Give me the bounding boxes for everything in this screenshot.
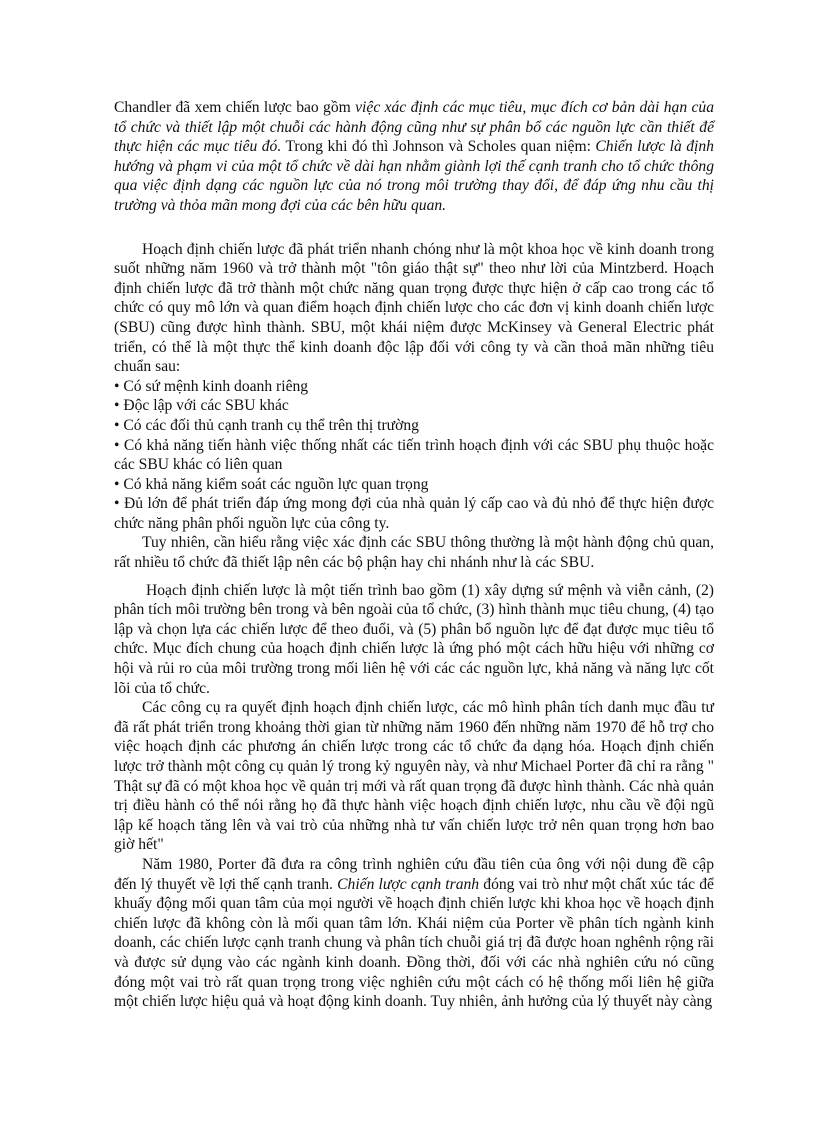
text-chandler-intro: Chandler đã xem chiến lược bao gồm: [114, 99, 356, 116]
text-johnson-intro: Trong khi đó thì Johnson và Scholes quan niệm:: [281, 138, 596, 156]
paragraph-decision-tools: Các công cụ ra quyết định hoạch định chiến lược, các mô hình phân tích danh mục đầu tư đã rất phát triển trong khoảng thời gian từ những năm 1960 đến những năm 1970 để hỗ trợ cho việc hoạch định các phương án chiến lược trong các tổ chức đa dạng hóa. Hoạch định chiến lược trở thành một công cụ quản lý trong kỷ nguyên này, và như Michael Porter đã chỉ ra rằng " Thật sự đã có một khoa học về quản trị mới và rất quan trọng đã được hình thành. Các nhà quản trị điều hành có thể nói rằng họ đã thực hành việc hoạch định chiến lược, nhu cầu về đội ngũ lập kế hoạch tăng lên và vai trò của những nhà tư vấn chiến lược trở nên quan trọng hơn bao giờ hết": [114, 699, 714, 854]
text-johnson-definition: Chiến lược là định hướng và phạm vi của một tổ chức về dài hạn nhằm giành lợi thế cạnh tranh cho tổ chức thông qua việc định dạng các nguồn lực của nó trong môi trường thay đổi, để đáp ứng nhu cầu thị trường và thỏa mãn mong đợi của các bên hữu quan.: [114, 138, 714, 214]
list-item: • Đủ lớn để phát triển đáp ứng mong đợi của nhà quản lý cấp cao và đủ nhỏ để thực hiện được chức năng phân phối nguồn lực của công ty.: [114, 494, 714, 533]
text-porter-body: đóng vai trò như một chất xúc tác để khuấy động mối quan tâm của mọi người về hoạch định chiến lược khi khoa học về hoạch định chiến lược đã không còn là mối quan tâm lớn. Khái niệm của Porter về phân tích ngành kinh doanh, các chiến lược cạnh tranh chung và phân tích chuỗi giá trị đã được hoan nghênh rộng rãi và được sử dụng vào các ngành kinh doanh. Đồng thời, đối với các nhà nghiên cứu nó cũng đóng một vai trò rất quan trọng trong việc nghiên cứu một cách có hệ thống mối liên hệ giữa một chiến lược hiệu quả và hoạt động kinh doanh. Tuy nhiên, ảnh hưởng của lý thuyết này càng: [114, 875, 714, 1011]
text-competitive-strategy-title: Chiến lược cạnh tranh: [337, 875, 480, 893]
paragraph-definitions: [114, 98, 714, 216]
paragraph-sbu-note: Tuy nhiên, cần hiểu rằng việc xác định các SBU thông thường là một hành động chủ quan, rất nhiều tổ chức đã thiết lập nên các bộ phận hay chi nhánh như là các SBU.: [114, 534, 714, 572]
paragraph-planning-process: Hoạch định chiến lược là một tiến trình bao gồm (1) xây dựng sứ mệnh và viễn cảnh, (2) phân tích môi trường bên trong và bên ngoài của tổ chức, (3) hình thành mục tiêu chung, (4) tạo lập và chọn lựa các chiến lược để theo đuổi, và (5) phân bổ nguồn lực để đạt được mục tiêu tổ chức. Mục đích chung của hoạch định chiến lược là ứng phó một cách hữu hiệu với những cơ hội và rủi ro của môi trường trong mối liên hệ với các các nguồn lực, khả năng và năng lực cốt lõi của tổ chức.: [114, 581, 714, 697]
paragraph-porter: [114, 855, 714, 1012]
list-item: • Có khả năng tiến hành việc thống nhất các tiến trình hoạch định với các SBU phụ thuộc hoặc các SBU khác có liên quan: [114, 436, 714, 475]
list-item: • Có sứ mệnh kinh doanh riêng: [114, 377, 714, 397]
list-item: • Có khả năng kiểm soát các nguồn lực quan trọng: [114, 475, 714, 495]
list-item: • Có các đối thủ cạnh tranh cụ thể trên thị trường: [114, 416, 714, 436]
text-porter-intro: Năm 1980, Porter đã đưa ra công trình nghiên cứu đầu tiên của ông với nội dung đề cập đến lý thuyết về lợi thế cạnh tranh.: [114, 855, 714, 893]
paragraph-strategic-planning-history: Hoạch định chiến lược đã phát triển nhanh chóng như là một khoa học về kinh doanh trong suốt những năm 1960 và trở thành một "tôn giáo thật sự" theo như lời của Mintzberd. Hoạch định chiến lược đã trở thành một chức năng quan trọng được thực hiện ở cấp cao trong các tổ chức có quy mô lớn và quan điểm hoạch định chiến lược cho các đơn vị kinh doanh chiến lược (SBU) cũng được hình thành. SBU, một khái niệm được McKinsey và General Electric phát triển, có thể là một thực thể kinh doanh độc lập đối với công ty và cần thoả mãn những tiêu chuẩn sau:: [114, 240, 714, 376]
text-chandler-definition: việc xác định các mục tiêu, mục đích cơ bản dài hạn của tổ chức và thiết lập một chuỗi các hành động cũng như sự phân bổ các nguồn lực cần thiết để thực hiện các mục tiêu đó.: [114, 99, 714, 156]
page-content: [114, 98, 714, 1012]
sbu-criteria-list: [114, 377, 714, 534]
list-item: • Độc lập với các SBU khác: [114, 396, 714, 416]
